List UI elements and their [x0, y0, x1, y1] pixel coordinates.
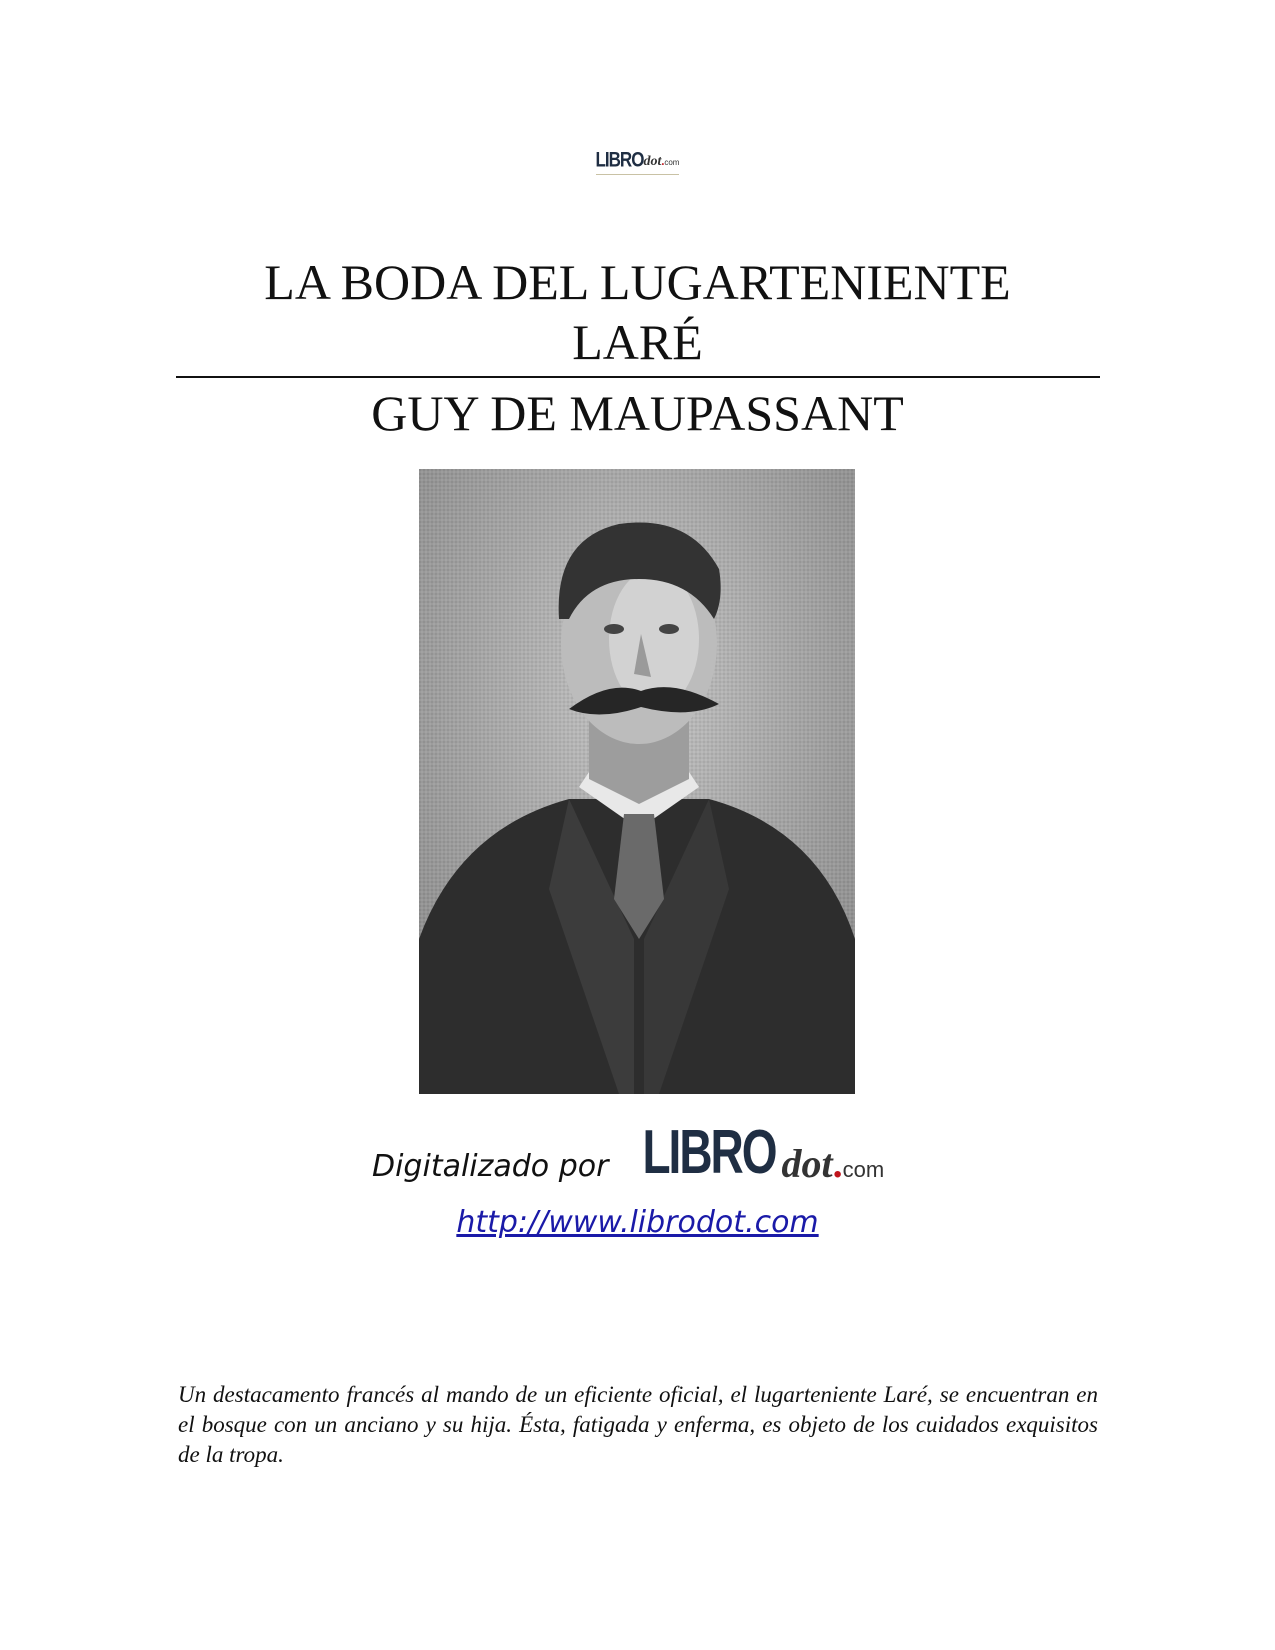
digitized-credit — [372, 1116, 885, 1188]
author-portrait — [419, 469, 855, 1094]
logo-libro-text: LIBRO — [595, 147, 644, 172]
summary-paragraph: Un destacamento francés al mando de un eficiente oficial, el lugarteniente Laré, se encuentran en el bosque con un anciano y su hija. Ésta, fatigada y enferma, es objeto de los cuidados exquisitos de la tropa. — [178, 1382, 1098, 1467]
author-name: GUY DE MAUPASSANT — [371, 385, 904, 441]
logo-com-text: com — [842, 1157, 885, 1182]
header-logo — [0, 147, 1275, 175]
digitized-label: Digitalizado por — [372, 1149, 609, 1184]
website-link[interactable]: http://www.librodot.com — [456, 1205, 819, 1240]
logo-dot-text: dot — [781, 1141, 833, 1186]
title-divider — [176, 376, 1100, 378]
portrait-photo-icon — [419, 469, 855, 1094]
book-title-line-2: LARÉ — [572, 314, 703, 370]
librodot-logo — [642, 1116, 885, 1188]
book-title-line-1: LA BODA DEL LUGARTENIENTE — [264, 254, 1011, 310]
logo-period: . — [832, 1141, 843, 1186]
logo-period: . — [661, 154, 665, 168]
logo-com-text: com — [664, 158, 680, 167]
logo-libro-text: LIBRO — [642, 1116, 776, 1187]
website-link-container — [0, 1205, 1275, 1240]
logo-dot-text: dot — [643, 154, 662, 169]
book-title — [0, 252, 1275, 372]
